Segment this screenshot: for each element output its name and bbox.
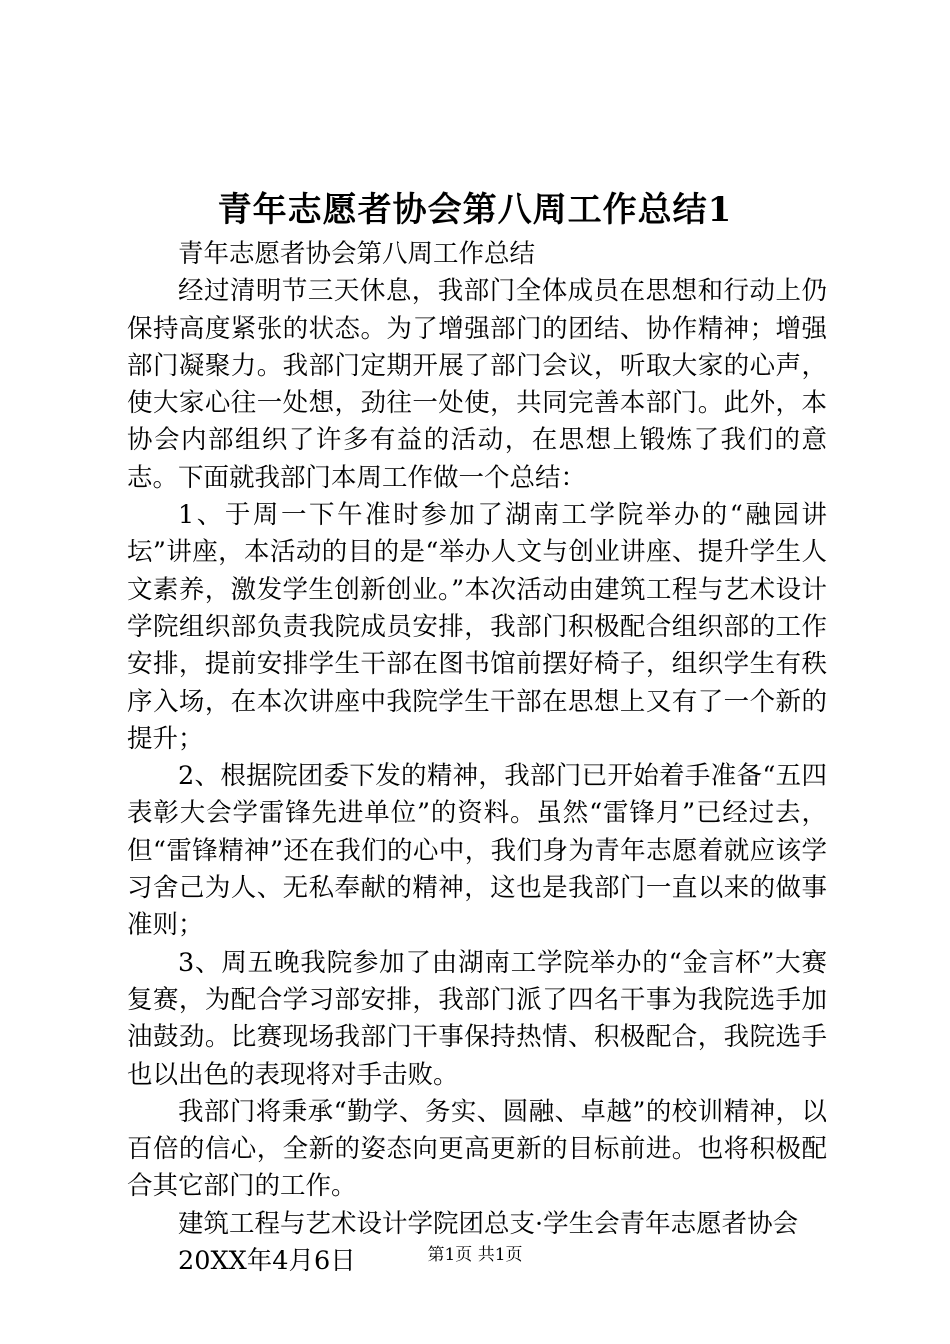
document-subtitle: 青年志愿者协会第八周工作总结 <box>178 239 536 269</box>
signature: 建筑工程与艺术设计学院团总支·学生会青年志愿者协会 <box>178 1208 799 1239</box>
paragraph-item-1: 1、于周一下午准时参加了湖南工学院举办的“融园讲坛”讲座，本活动的目的是“举办人文与创业讲座、提升学生人文素养，激发学生创新创业。”本次活动由建筑工程与艺术设计学院组织部负责我院成员安排，我部门积极配合组织部的工作安排，提前安排学生干部在图书馆前摆好椅子，组织学生有秩序入场，在本次讲座中我院学生干部在思想上又有了一个新的提升； <box>127 500 827 754</box>
paragraph-closing: 我部门将秉承“勤学、务实、圆融、卓越”的校训精神，以百倍的信心，全新的姿态向更高更新的目标前进。也将积极配合其它部门的工作。 <box>127 1096 827 1202</box>
paragraph-item-2: 2、根据院团委下发的精神，我部门已开始着手准备“五四表彰大会学雷锋先进单位”的资料。虽然“雷锋月”已经过去，但“雷锋精神”还在我们的心中，我们身为青年志愿着就应该学习舍己为人、无私奉献的精神，这也是我部门一直以来的做事准则； <box>127 761 827 941</box>
page-footer: 第1页 共1页 <box>427 1245 523 1265</box>
document-title: 青年志愿者协会第八周工作总结1 <box>217 190 733 230</box>
document-date: 20XX年4月6日 <box>178 1246 356 1277</box>
paragraph-intro: 经过清明节三天休息，我部门全体成员在思想和行动上仍保持高度紧张的状态。为了增强部门的团结、协作精神；增强部门凝聚力。我部门定期开展了部门会议，听取大家的心声，使大家心往一处想，劲往一处使，共同完善本部门。此外，本协会内部组织了许多有益的活动，在思想上锻炼了我们的意志。下面就我部门本周工作做一个总结： <box>127 276 827 493</box>
document-body <box>127 236 827 1280</box>
paragraph-item-3: 3、周五晚我院参加了由湖南工学院举办的“金言杯”大赛复赛，为配合学习部安排，我部门派了四名干事为我院选手加油鼓劲。比赛现场我部门干事保持热情、积极配合，我院选手也以出色的表现将对手击败。 <box>127 947 827 1090</box>
